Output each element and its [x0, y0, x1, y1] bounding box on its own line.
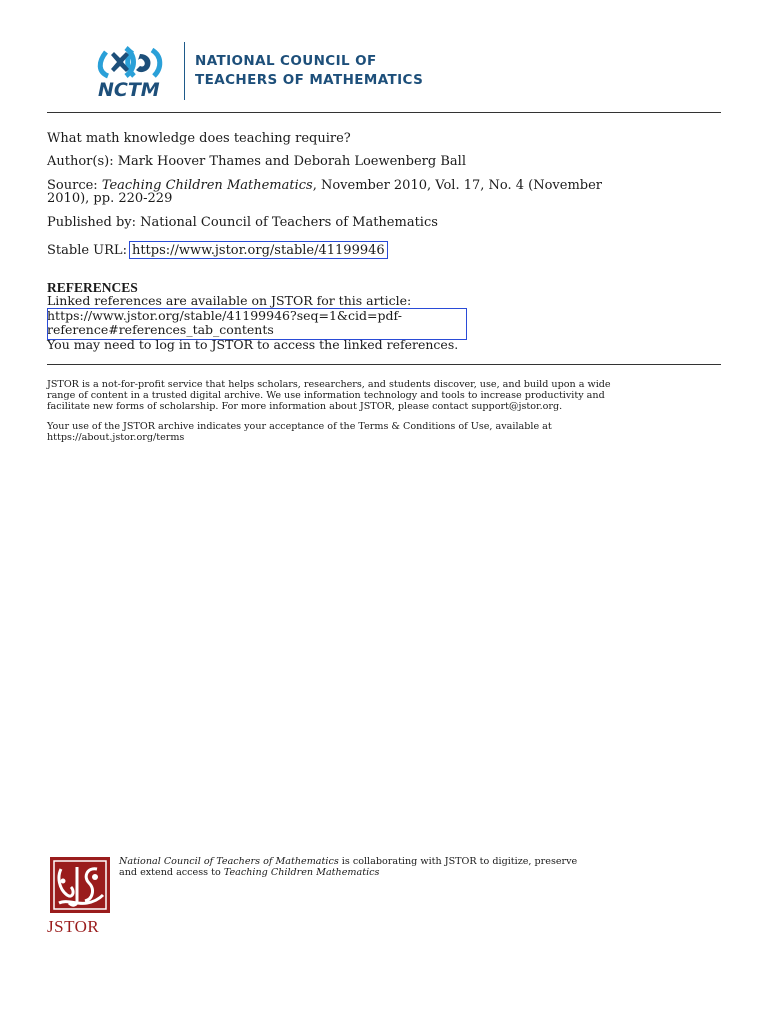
notice-line: range of content in a trusted digital archive. We use information technology and tools to increase productivity and [47, 390, 605, 401]
authors-line [47, 155, 466, 169]
collaboration-text [119, 855, 577, 937]
authors-value: Mark Hoover Thames and Deborah Loewenberg Ball [117, 154, 466, 169]
authors-label: Author(s): [47, 154, 114, 169]
notice-line: JSTOR is a not-for-profit service that helps scholars, researchers, and students discover, use, and build upon a wide [47, 379, 611, 390]
collaboration-text1: is collaborating with JSTOR to digitize, preserve [338, 856, 578, 867]
references-heading: REFERENCES [47, 280, 138, 295]
publisher-logo [96, 40, 423, 102]
published-label: Published by: [47, 215, 136, 230]
header-divider [47, 112, 721, 113]
logo-divider [184, 42, 185, 100]
nctm-logo-icon [96, 42, 174, 100]
collaboration-line2 [119, 867, 577, 878]
references-intro: Linked references are available on JSTOR for this article: [47, 293, 412, 308]
publisher-name-line1: NATIONAL COUNCIL OF [195, 53, 377, 69]
references-link-line1: https://www.jstor.org/stable/41199946?seq=1&cid=pdf- [47, 307, 402, 323]
publisher-name [195, 52, 423, 90]
references-link[interactable] [47, 308, 467, 340]
collaboration-line1 [119, 856, 577, 867]
jstor-notice [47, 379, 727, 412]
stable-url-label: Stable URL: [47, 243, 127, 258]
source-line-2: 2010), pp. 220-229 [47, 191, 173, 206]
publisher-name-line2: TEACHERS OF MATHEMATICS [195, 72, 424, 88]
terms-notice [47, 421, 727, 443]
published-line [47, 216, 438, 230]
article-title: What math knowledge does teaching require? [47, 131, 351, 146]
references-block [47, 294, 607, 352]
terms-url[interactable]: https://about.jstor.org/terms [47, 432, 185, 443]
source-journal: Teaching Children Mathematics [101, 178, 313, 193]
jstor-logo [47, 855, 113, 937]
stable-url-line [47, 241, 388, 259]
published-value: National Council of Teachers of Mathematics [140, 215, 438, 230]
jstor-collaboration [47, 855, 577, 937]
terms-line: Your use of the JSTOR archive indicates your acceptance of the Terms & Conditions of Use, available at [47, 421, 552, 432]
jstor-logo-icon [47, 855, 111, 913]
stable-url-link[interactable]: https://www.jstor.org/stable/41199946 [129, 241, 388, 259]
notice-line: facilitate new forms of scholarship. For more information about JSTOR, please contact support@jstor.org. [47, 401, 563, 412]
references-divider [47, 364, 721, 365]
collaboration-journal: Teaching Children Mathematics [223, 867, 380, 878]
references-link-line2: reference#references_tab_contents [47, 322, 274, 337]
nctm-logo-text: NCTM [98, 79, 160, 100]
source-label: Source: [47, 178, 98, 193]
source-details: , November 2010, Vol. 17, No. 4 (November [312, 178, 603, 193]
jstor-wordmark: JSTOR [47, 917, 100, 936]
references-login-note: You may need to log in to JSTOR to access the linked references. [47, 336, 459, 352]
collaboration-org: National Council of Teachers of Mathematics [119, 856, 339, 867]
collaboration-text2: and extend access to [119, 867, 224, 878]
